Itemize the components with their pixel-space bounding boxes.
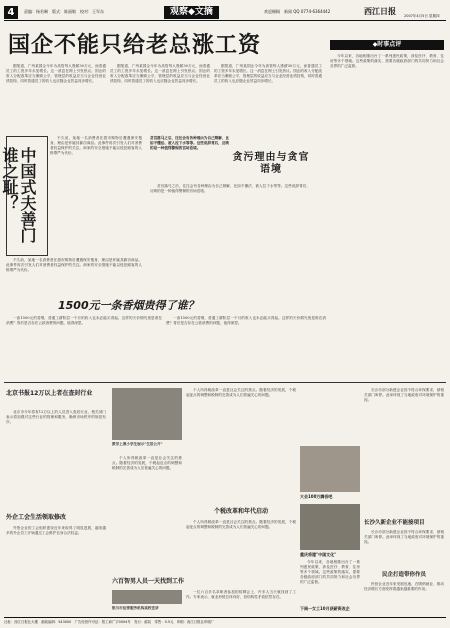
- foreign-article-title: 外企工会生活领取修改: [6, 514, 67, 521]
- sidebar-title: ◆时事点评: [330, 40, 444, 50]
- gift-article-body: 贪官落马之后，往往会有各种理由为自己辩解，比如不懂法、被人拉下水等等。这些说辞背后，反映的是一种值得警惕的官场语境。: [150, 184, 310, 193]
- lead-article-col2: 据报道，广州某国企今年为高管每人涨薪30万元，而普通员工的工资多年未见增长。这一消息在网上引发热议。国企的收入分配改革应当兼顾公平，管理层的收益应当与企业经营业绩挂钩，同时普通员工的收入也应随企业效益同步增长。: [110, 64, 210, 83]
- book-article-body: 个人所得税改革一直是社会关注的焦点。随着经济的发展，个税起征点的调整和税制的完善成为人们普遍关心的问题。: [186, 520, 296, 529]
- building-caption: 重庆将建"中国文化": [300, 552, 337, 557]
- beijing-article-title: 北京书报12万以上者在查封行业: [6, 390, 93, 397]
- beijing-article-body: 北京市今年将有12万以上的人员进入查封行业，相关部门表示将加强对这些行业的管理和服务，确保市场秩序的规范有序。: [6, 410, 106, 424]
- page-number: 4: [4, 6, 18, 19]
- editor-credits: 责编：杨若琳 版式：陈丽敏 校对：王军东: [24, 9, 104, 14]
- statue-caption: 大会100万腾吾吧: [300, 494, 333, 499]
- page-footer: 社址：西江日报社大楼 邮政编码：543000 广告经营许可证：梧工商广字0004号 发行：邮局 零售：0.5元 印刷：西江日报社印刷厂: [4, 617, 446, 624]
- building-body: 今年以来，各地相继出台了一系列惠民政策，涉及医疗、教育、住房等多个领域。这些政策的落实，需要各级政府部门的共同努力和社会各界的广泛监督。: [300, 560, 360, 584]
- job-article-title: 六百智男人员一天找到工作: [112, 578, 185, 585]
- book-article-title: 个税改革和年代启动: [213, 508, 268, 515]
- vertical-headline-box: [0, 136, 48, 256]
- foreign-article-body: 外资企业的工会组织建设近年来取得了明显进展，越来越多的外企员工开始通过工会维护自身合法权益。: [6, 526, 106, 535]
- sidebar-body: 今年以来，各地相继出台了一系列惠民政策，涉及医疗、教育、住房等多个领域。这些政策的落实，需要各级政府部门的共同努力和社会各界的广泛监督。: [330, 54, 444, 68]
- bottom-center-photo: [112, 590, 182, 604]
- market-article-body: 长沙市部分新建企业因不符合环保要求，被相关部门叫停。此举体现了当地政府对环境保护的重视。: [364, 530, 444, 544]
- statue-photo: [300, 446, 360, 492]
- center-photo: [112, 388, 182, 440]
- vertical-article-col2: 不久前，某地一名消费者在超市购物后遭遇保安搜身，理由是怀疑其偷窃商品。此事件再次引发人们对消费者权益保护的关注。商家的安全措施不能以侵犯顾客的人格尊严为代价。: [6, 258, 142, 272]
- notice-article-title: 民企打造带你作员: [381, 572, 426, 578]
- bottom-right-caption: 下阀一女工10月获薪资改企: [300, 606, 350, 611]
- meal-article-body-left: 一条1500元的香烟，普通工薪阶层一个月的收入也未必能买得起。这样的天价烟究竟是谁在消费？背后是否存在公款消费的问题，值得深思。: [6, 316, 162, 325]
- job-article-body: 一位六百多名求职者参加的招聘会上，许多人当天就找到了工作。专家表示，就业形势总体向好，但结构性矛盾依然存在。: [186, 590, 296, 599]
- section-name: 观察◆文摘: [164, 6, 219, 19]
- page-header: [4, 6, 446, 21]
- lead-article-col3: 据报道，广州某国企今年为高管每人涨薪30万元，而普通员工的工资多年未见增长。这一消息在网上引发热议。国企的收入分配改革应当兼顾公平，管理层的收益应当与企业经营业绩挂钩，同时普通员工的收入也应随企业效益同步增长。: [214, 64, 322, 83]
- meal-article-title: 1500元一条香烟贵得了谁？: [58, 299, 199, 312]
- center-photo-caption: 教学上课小学生展示"生活公开": [112, 442, 163, 446]
- building-photo: [300, 504, 360, 550]
- issue-date: 2007年4月5日 星期四: [404, 14, 440, 18]
- bottom-center-caption: 银川市法律服务机构高校宣讲: [112, 606, 159, 610]
- gift-article-intro: 贪官落马之后，往往会有各种理由为自己辩解，比如不懂法、被人拉下水等等。这些说辞背后，反映的是一种值得警惕的官场语境。: [150, 136, 230, 150]
- masthead-title: 西江日报: [364, 6, 396, 16]
- book-article-body-top: 个人所得税改革一直是社会关注的焦点。随着经济的发展，个税起征点的调整和税制的完善成为人们普遍关心的问题。: [186, 388, 296, 397]
- meal-article-body-right: 一条1500元的香烟，普通工薪阶层一个月的收入也未必能买得起。这样的天价烟究竟是谁在消费？背后是否存在公款消费的问题，值得深思。: [166, 316, 326, 325]
- center-left-body: 个人所得税改革一直是社会关注的焦点。随着经济的发展，个税起征点的调整和税制的完善成为人们普遍关心的问题。: [112, 456, 182, 470]
- notice-article-body: 民营企业近年来发展迅速，在吸纳就业、推动经济增长方面发挥着越来越重要的作用。: [364, 582, 444, 591]
- gift-article-title: 贪污理由与贪官语境: [232, 152, 310, 175]
- vertical-headline: 中国式夫善门谁之耻？: [0, 147, 37, 243]
- section-divider: [4, 382, 446, 383]
- vertical-article-col1: 不久前，某地一名消费者在超市购物后遭遇保安搜身，理由是怀疑其偷窃商品。此事件再次引发人们对消费者权益保护的关注。商家的安全措施不能以侵犯顾客的人格尊严为代价。: [50, 136, 142, 155]
- right-column-body: 长沙市部分新建企业因不符合环保要求，被相关部门叫停。此举体现了当地政府对环境保护的重视。: [364, 388, 444, 402]
- market-article-title: 长沙久新企业不能接项目: [364, 520, 425, 526]
- lead-article-col1: 据报道，广州某国企今年为高管每人涨薪30万元，而普通员工的工资多年未见增长。这一消息在网上引发热议。国企的收入分配改革应当兼顾公平，管理层的收益应当与企业经营业绩挂钩，同时普通员工的收入也应随企业效益同步增长。: [6, 64, 106, 83]
- contact-email: 欢迎赐稿 新闻 QQ 0774-6364442: [264, 9, 331, 14]
- lead-headline: 国企不能只给老总涨工资: [8, 33, 262, 58]
